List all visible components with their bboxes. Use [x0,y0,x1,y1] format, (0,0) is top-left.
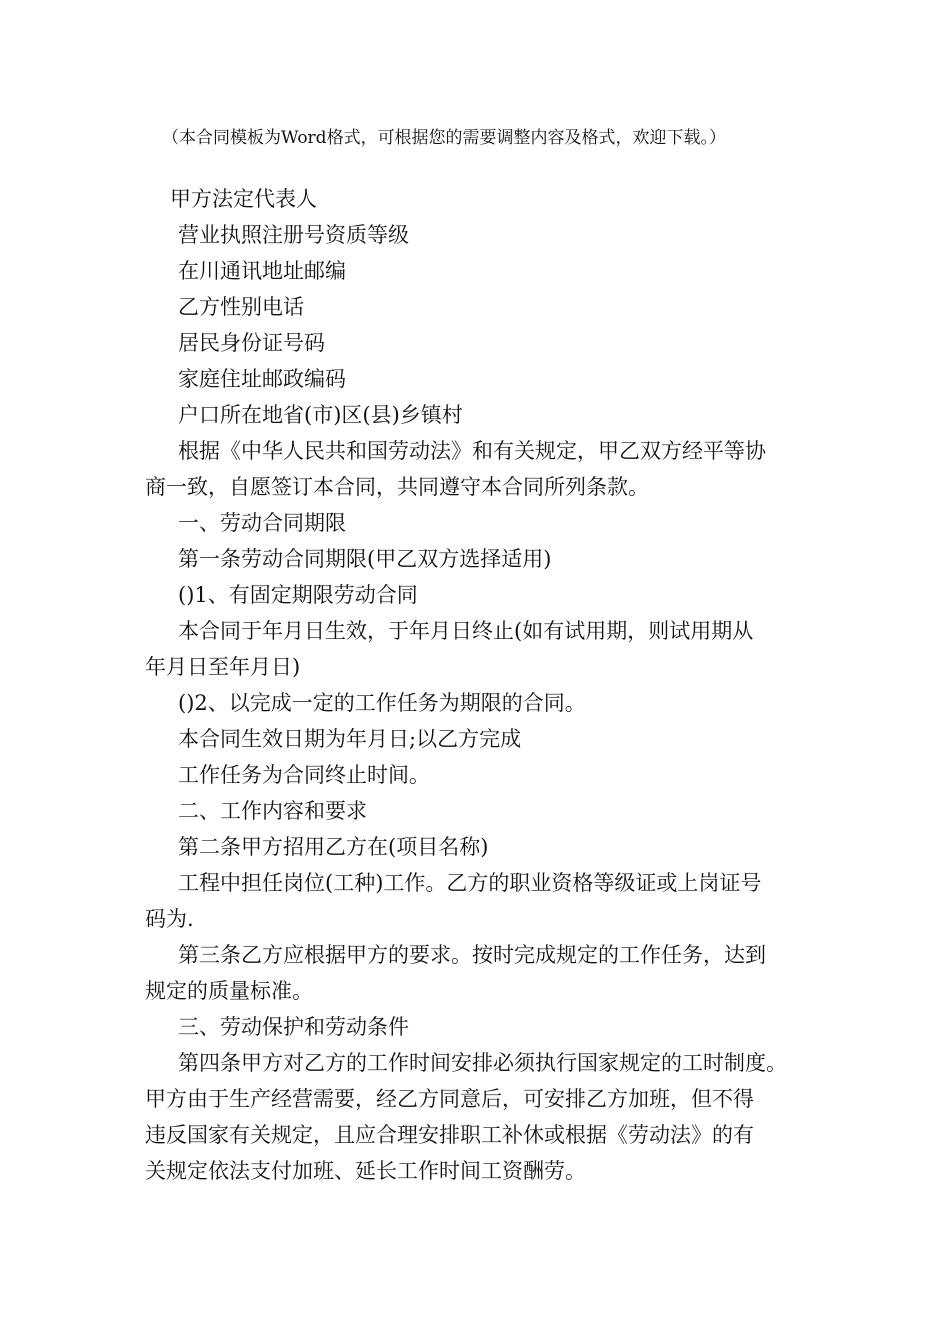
fixed-term-dates-line-2: 年月日至年月日) [145,655,301,679]
id-number-line: 居民身份证号码 [178,331,325,355]
section-heading-protection: 三、劳动保护和劳动条件 [178,1015,409,1039]
article-4-line-2: 甲方由于生产经营需要，经乙方同意后，可安排乙方加班，但不得 [145,1087,754,1111]
basis-paragraph-line-2: 商一致，自愿签订本合同，共同遵守本合同所列条款。 [145,475,649,499]
fixed-term-option: ()1、有固定期限劳动合同 [178,583,418,607]
party-b-info-line: 乙方性别电话 [178,295,304,319]
section-heading-work: 二、工作内容和要求 [178,799,367,823]
task-term-option: ()2、以完成一定的工作任务为期限的合同。 [178,691,586,715]
article-4-line-3: 违反国家有关规定，且应合理安排职工补休或根据《劳动法》的有 [145,1123,754,1147]
article-4-line-4: 关规定依法支付加班、延长工作时间工资酬劳。 [145,1159,586,1183]
task-term-end-line: 工作任务为合同终止时间。 [178,763,430,787]
home-address-line: 家庭住址邮政编码 [178,367,346,391]
business-license-line: 营业执照注册号资质等级 [178,223,409,247]
template-note: （本合同模板为Word格式，可根据您的需要调整内容及格式，欢迎下载。） [162,128,727,148]
article-2-line-3: 码为. [145,907,194,931]
household-location-line: 户口所在地省(市)区(县)乡镇村 [178,403,463,427]
contract-body [145,181,815,1189]
task-term-effective-line: 本合同生效日期为年月日;以乙方完成 [178,727,522,751]
sichuan-address-line: 在川通讯地址邮编 [178,259,346,283]
article-2-line-2: 工程中担任岗位(工种)工作。乙方的职业资格等级证或上岗证号 [178,871,762,895]
article-3-line-1: 第三条乙方应根据甲方的要求。按时完成规定的工作任务，达到 [178,943,766,967]
article-2-line-1: 第二条甲方招用乙方在(项目名称) [178,835,489,859]
basis-paragraph-line-1: 根据《中华人民共和国劳动法》和有关规定，甲乙双方经平等协 [178,439,766,463]
article-4-line-1: 第四条甲方对乙方的工作时间安排必须执行国家规定的工时制度。 [178,1051,787,1075]
section-heading-term: 一、劳动合同期限 [178,511,346,535]
article-1-title: 第一条劳动合同期限(甲乙双方选择适用) [178,547,552,571]
article-3-line-2: 规定的质量标准。 [145,979,313,1003]
fixed-term-dates-line-1: 本合同于年月日生效，于年月日终止(如有试用期，则试用期从 [178,619,754,643]
party-a-representative: 甲方法定代表人 [170,187,317,211]
